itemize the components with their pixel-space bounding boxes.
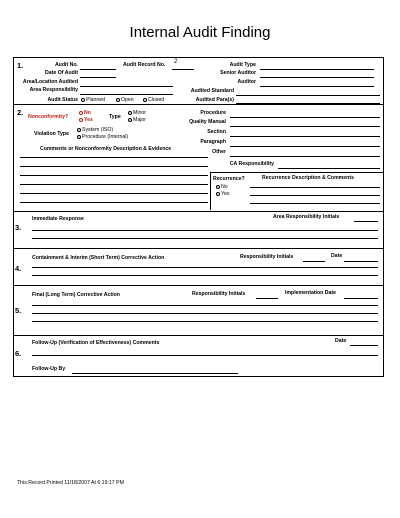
follow-up-label: Follow-Up (Verification of Effectiveness) Comments bbox=[32, 340, 160, 346]
area-resp-initials-field[interactable] bbox=[354, 221, 378, 222]
procedure-field[interactable] bbox=[230, 117, 380, 118]
containment-label: Containment & Interim (Short Term) Corrective Action bbox=[32, 255, 165, 261]
section-divider bbox=[14, 104, 383, 105]
print-footer: This Record Printed 11/18/2007 At 6:19:17 PM bbox=[17, 480, 124, 486]
audited-standard-label: Audited Standard bbox=[190, 88, 234, 94]
violation-radio-procedure[interactable]: Procedure (Internal) bbox=[77, 134, 128, 140]
audited-paras-field[interactable] bbox=[236, 103, 380, 104]
section-4-number: 4. bbox=[15, 264, 22, 273]
resp-initials-label: Responsibility Initials bbox=[192, 291, 246, 297]
recurrence-description-label: Recurrence Description & Comments bbox=[262, 175, 354, 181]
violation-type-label: Violation Type bbox=[34, 131, 69, 137]
radio-icon bbox=[128, 118, 132, 122]
section-3-number: 3. bbox=[15, 223, 22, 232]
radio-icon bbox=[77, 135, 81, 139]
other-label: Other bbox=[212, 149, 226, 155]
follow-up-line[interactable] bbox=[32, 355, 378, 356]
audit-record-no-label: Audit Record No. bbox=[123, 62, 166, 68]
audit-record-no-value: 2 bbox=[174, 59, 178, 65]
resp-initials-label: Responsibility Initials bbox=[240, 254, 294, 260]
nc-radio-no[interactable]: No bbox=[79, 110, 91, 116]
status-radio-open[interactable]: Open bbox=[116, 97, 134, 103]
comments-description-label: Comments or Nonconformity Description & Evidence bbox=[40, 146, 172, 152]
resp-initials-field[interactable] bbox=[256, 298, 278, 299]
status-radio-closed[interactable]: Closed bbox=[143, 97, 164, 103]
section-label: Section bbox=[207, 129, 226, 135]
paragraph-field[interactable] bbox=[230, 146, 380, 147]
senior-auditor-field[interactable] bbox=[260, 77, 374, 78]
auditor-field[interactable] bbox=[260, 86, 374, 87]
audited-paras-label: Audited Para(s) bbox=[195, 97, 234, 103]
section-2-number: 2. bbox=[17, 108, 24, 117]
comments-line[interactable] bbox=[20, 157, 208, 158]
area-location-label: Area/Location Audited bbox=[22, 79, 78, 85]
radio-icon bbox=[79, 118, 83, 122]
radio-icon bbox=[116, 98, 120, 102]
page-title: Internal Audit Finding bbox=[129, 24, 271, 41]
ca-responsibility-label: CA Responsibility bbox=[229, 161, 274, 167]
audit-no-label: Audit No. bbox=[54, 62, 78, 68]
violation-radio-system[interactable]: System (ISO) bbox=[77, 127, 113, 133]
comments-line[interactable] bbox=[20, 175, 208, 176]
ca-responsibility-field[interactable] bbox=[278, 168, 380, 169]
containment-line[interactable] bbox=[32, 267, 378, 268]
recurrence-label: Recurrence? bbox=[213, 176, 245, 182]
type-radio-minor[interactable]: Minor bbox=[128, 110, 146, 116]
type-label: Type bbox=[109, 114, 121, 120]
date-label: Date bbox=[335, 338, 347, 344]
area-responsibility-field[interactable] bbox=[80, 94, 173, 95]
section-6-number: 6. bbox=[15, 349, 22, 358]
containment-line[interactable] bbox=[32, 275, 378, 276]
section-field[interactable] bbox=[230, 136, 380, 137]
audit-no-field[interactable] bbox=[80, 69, 116, 70]
radio-icon bbox=[81, 98, 85, 102]
radio-icon bbox=[77, 128, 81, 132]
date-label: Date bbox=[331, 253, 343, 259]
resp-initials-field[interactable] bbox=[303, 261, 325, 262]
audit-type-field[interactable] bbox=[260, 69, 374, 70]
audit-record-no-field[interactable] bbox=[172, 69, 194, 70]
radio-icon bbox=[128, 111, 132, 115]
section-5-number: 5. bbox=[15, 306, 22, 315]
final-action-line[interactable] bbox=[32, 305, 378, 306]
audited-standard-field[interactable] bbox=[236, 95, 380, 96]
final-action-label: Final (Long Term) Corrective Action bbox=[32, 292, 120, 298]
section-divider bbox=[14, 248, 383, 249]
quality-manual-field[interactable] bbox=[230, 126, 380, 127]
other-field[interactable] bbox=[230, 156, 380, 157]
date-field[interactable] bbox=[350, 345, 378, 346]
recurrence-line[interactable] bbox=[250, 187, 380, 188]
final-action-line[interactable] bbox=[32, 313, 378, 314]
response-line[interactable] bbox=[32, 238, 378, 239]
radio-icon bbox=[79, 111, 83, 115]
follow-up-by-field[interactable] bbox=[72, 373, 238, 374]
area-responsibility-label: Area Responsibility bbox=[29, 87, 78, 93]
comments-line[interactable] bbox=[20, 202, 208, 203]
section-divider bbox=[14, 335, 383, 336]
nc-radio-yes[interactable]: Yes bbox=[79, 117, 93, 123]
nonconformity-label: Nonconformity? bbox=[28, 114, 69, 120]
quality-manual-label: Quality Manual bbox=[189, 119, 226, 125]
area-resp-initials-label: Area Responsibility Initials bbox=[273, 214, 340, 220]
type-radio-major[interactable]: Major bbox=[128, 117, 146, 123]
response-line[interactable] bbox=[32, 230, 378, 231]
radio-icon bbox=[143, 98, 147, 102]
audit-status-label: Audit Status bbox=[47, 97, 78, 103]
recurrence-radio-yes[interactable]: Yes bbox=[216, 191, 229, 197]
comments-line[interactable] bbox=[20, 184, 208, 185]
date-of-audit-label: Date Of Audit bbox=[45, 70, 78, 76]
follow-up-by-label: Follow-Up By bbox=[32, 366, 66, 372]
immediate-response-label: Immediate Response bbox=[32, 216, 84, 222]
area-location-field[interactable] bbox=[80, 86, 173, 87]
recurrence-radio-no[interactable]: No bbox=[216, 184, 228, 190]
recurrence-line[interactable] bbox=[250, 203, 380, 204]
implementation-date-field[interactable] bbox=[344, 298, 378, 299]
status-radio-planned[interactable]: Planned bbox=[81, 97, 105, 103]
radio-icon bbox=[216, 192, 220, 196]
implementation-date-label: Implementation Date bbox=[285, 290, 337, 296]
comments-line[interactable] bbox=[20, 193, 208, 194]
radio-icon bbox=[216, 185, 220, 189]
procedure-label: Procedure bbox=[200, 110, 226, 116]
section-divider bbox=[14, 211, 383, 212]
senior-auditor-label: Senior Auditor bbox=[220, 70, 256, 76]
paragraph-label: Paragraph bbox=[200, 139, 226, 145]
date-of-audit-field[interactable] bbox=[80, 77, 116, 78]
final-action-line[interactable] bbox=[32, 321, 378, 322]
comments-line[interactable] bbox=[20, 166, 208, 167]
section-1-number: 1. bbox=[17, 61, 24, 70]
date-field[interactable] bbox=[344, 261, 378, 262]
audit-type-label: Audit Type bbox=[229, 62, 256, 68]
auditor-label: Auditor bbox=[237, 79, 256, 85]
section-divider bbox=[14, 285, 383, 286]
recurrence-line[interactable] bbox=[250, 195, 380, 196]
